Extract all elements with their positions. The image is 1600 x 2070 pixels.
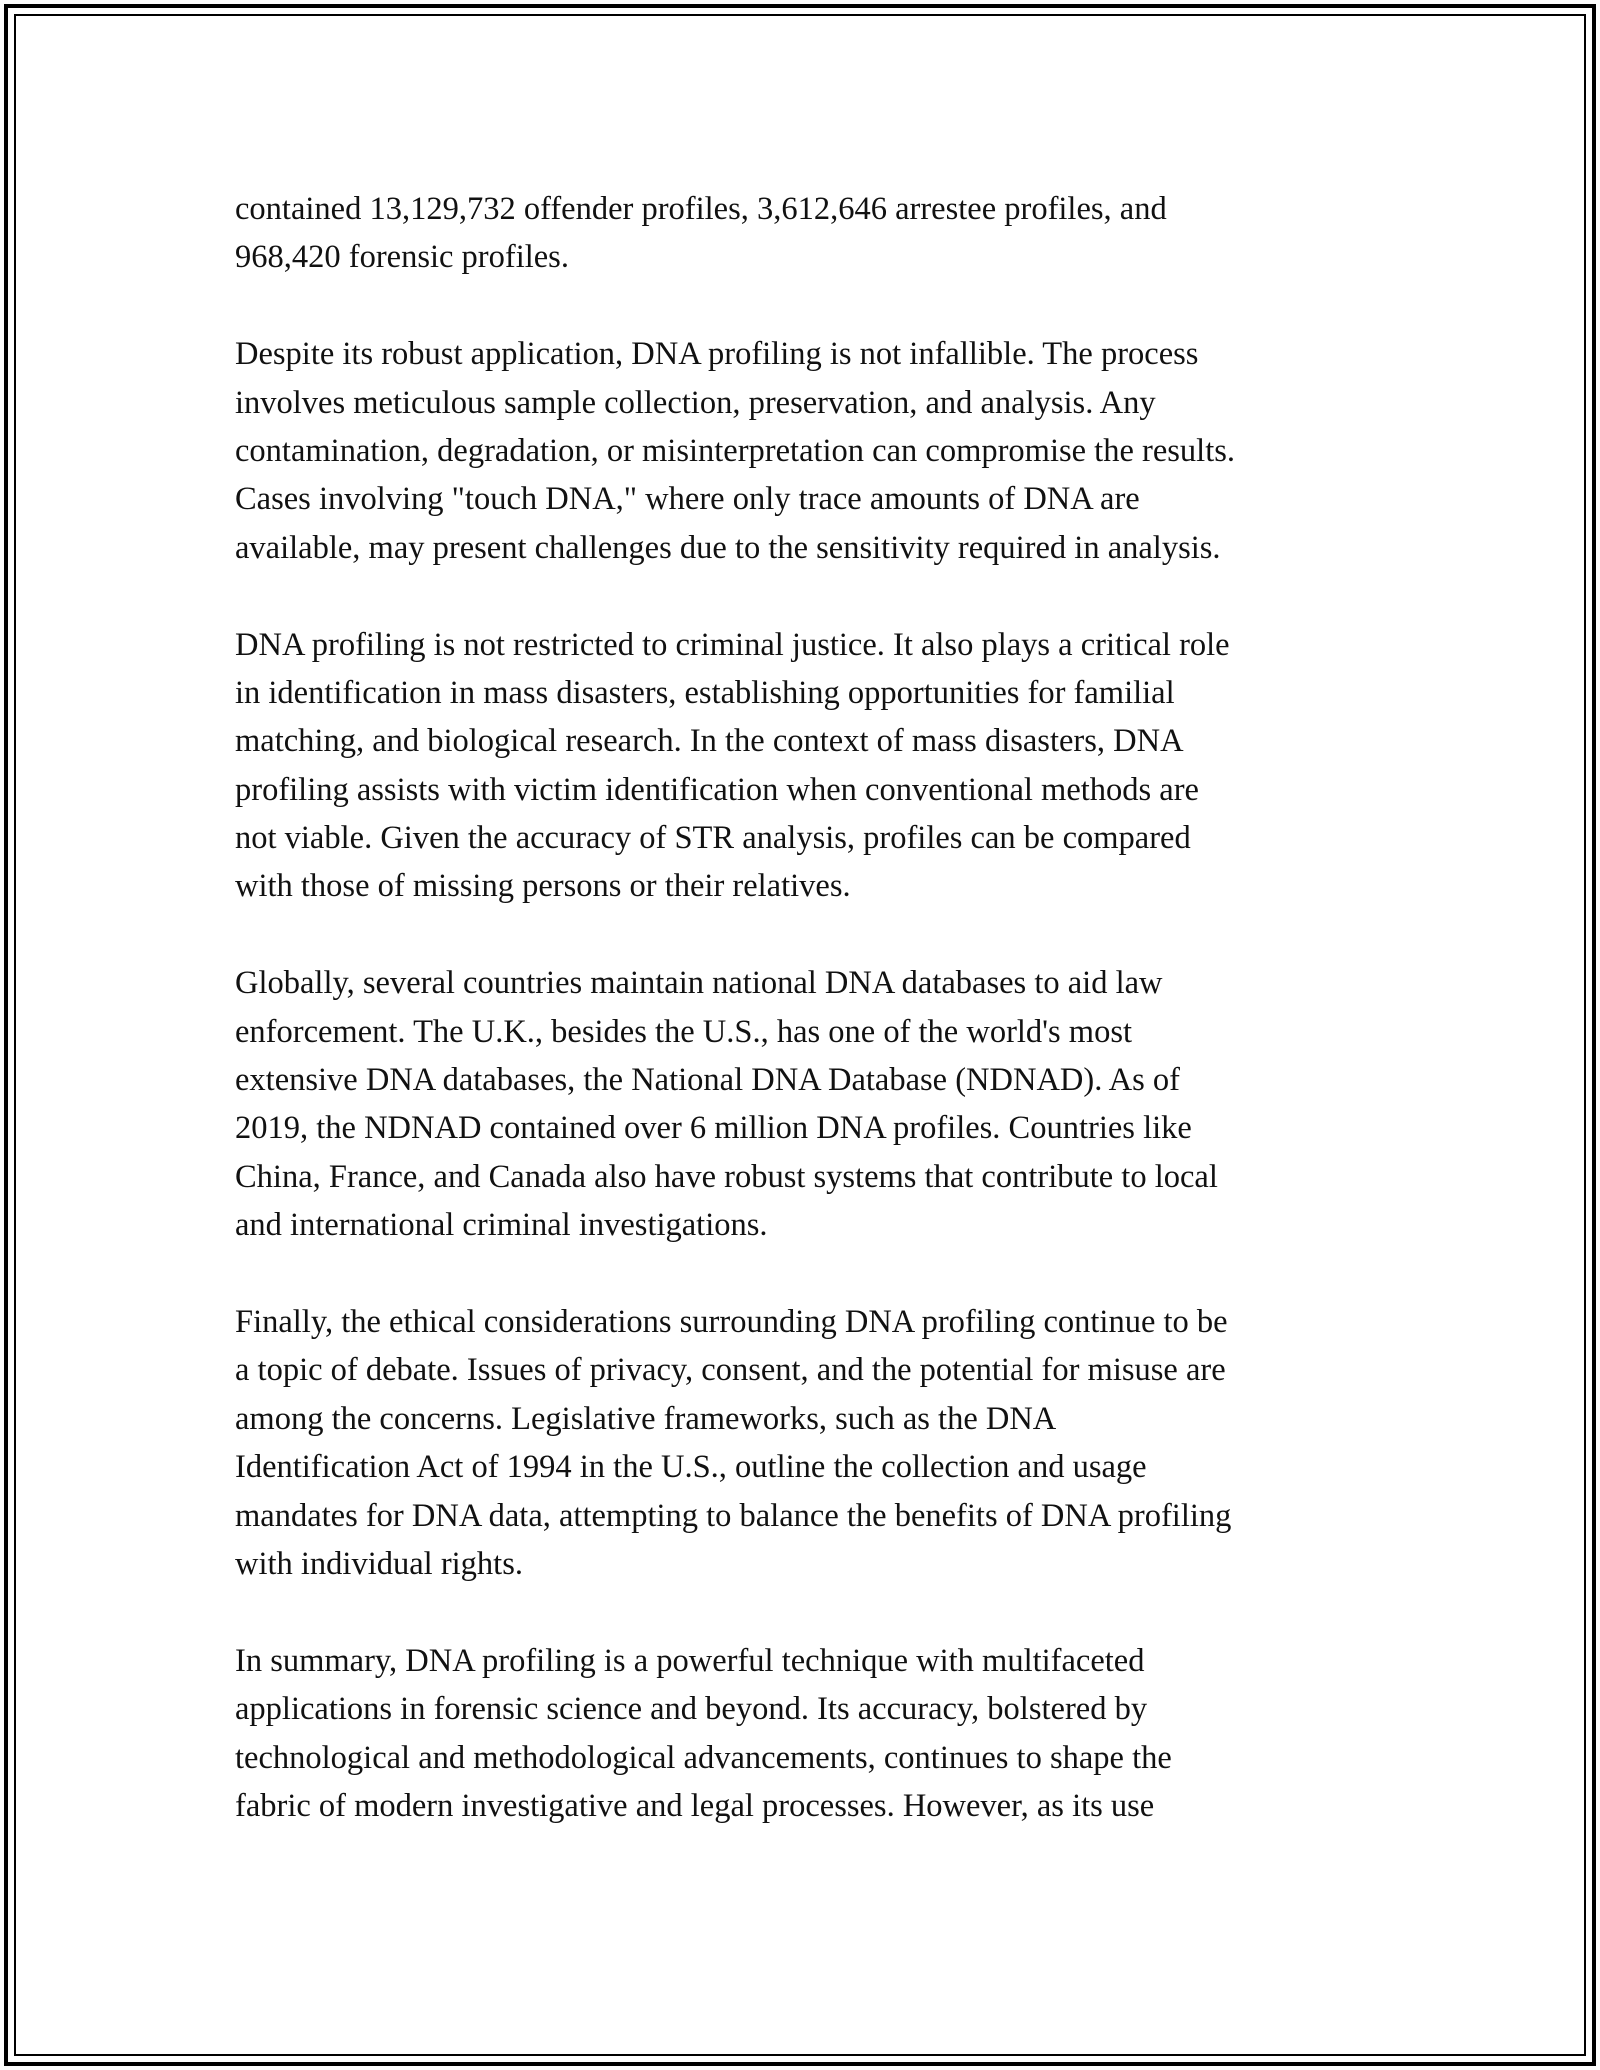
- text-line: technological and methodological advancements, continues to shape the: [235, 1739, 1172, 1776]
- text-line: Cases involving "touch DNA," where only trace amounts of DNA are: [235, 481, 1140, 518]
- text-line: 968,420 forensic profiles.: [235, 239, 569, 276]
- text-line: available, may present challenges due to the sensitivity required in analysis.: [235, 529, 1221, 566]
- text-line: a topic of debate. Issues of privacy, consent, and the potential for misuse are: [235, 1352, 1226, 1389]
- text-line: Identification Act of 1994 in the U.S., outline the collection and usage: [235, 1449, 1147, 1486]
- text-line: and international criminal investigations.: [235, 1207, 768, 1244]
- text-line: 2019, the NDNAD contained over 6 million DNA profiles. Countries like: [235, 1110, 1192, 1147]
- text-line: matching, and biological research. In the context of mass disasters, DNA: [235, 723, 1184, 760]
- text-line: contamination, degradation, or misinterpretation can compromise the results.: [235, 432, 1235, 469]
- text-line: Despite its robust application, DNA profiling is not infallible. The process: [235, 336, 1199, 373]
- text-line: mandates for DNA data, attempting to balance the benefits of DNA profiling: [235, 1497, 1232, 1534]
- text-line: with individual rights.: [235, 1545, 523, 1582]
- text-line: contained 13,129,732 offender profiles, 3,612,646 arrestee profiles, and: [235, 191, 1167, 227]
- text-line: involves meticulous sample collection, preservation, and analysis. Any: [235, 384, 1156, 421]
- paragraph-limitations: [235, 330, 1380, 572]
- paragraph-summary: [235, 1637, 1380, 1831]
- text-line: DNA profiling is not restricted to criminal justice. It also plays a critical role: [235, 626, 1230, 663]
- text-line: extensive DNA databases, the National DNA Database (NDNAD). As of: [235, 1062, 1180, 1099]
- text-line: enforcement. The U.K., besides the U.S., has one of the world's most: [235, 1013, 1133, 1050]
- text-line: applications in forensic science and beyond. Its accuracy, bolstered by: [235, 1691, 1148, 1728]
- text-line: among the concerns. Legislative frameworks, such as the DNA: [235, 1400, 1057, 1437]
- paragraph-ethics: [235, 1298, 1380, 1588]
- text-line: not viable. Given the accuracy of STR analysis, profiles can be compared: [235, 820, 1191, 857]
- text-line: Globally, several countries maintain national DNA databases to aid law: [235, 965, 1163, 1002]
- paragraph-other-applications: [235, 621, 1380, 911]
- text-line: Finally, the ethical considerations surrounding DNA profiling continue to be: [235, 1303, 1228, 1340]
- text-line: with those of missing persons or their relatives.: [235, 868, 851, 905]
- paragraph-global-databases: [235, 959, 1380, 1249]
- text-line: In summary, DNA profiling is a powerful technique with multifaceted: [235, 1642, 1145, 1679]
- paragraph-database-counts: [235, 185, 1380, 282]
- text-line: China, France, and Canada also have robust systems that contribute to local: [235, 1158, 1218, 1195]
- text-line: in identification in mass disasters, establishing opportunities for familial: [235, 674, 1175, 711]
- document-body: [235, 185, 1380, 1879]
- text-line: fabric of modern investigative and legal processes. However, as its use: [235, 1787, 1155, 1824]
- text-line: profiling assists with victim identification when conventional methods are: [235, 771, 1199, 808]
